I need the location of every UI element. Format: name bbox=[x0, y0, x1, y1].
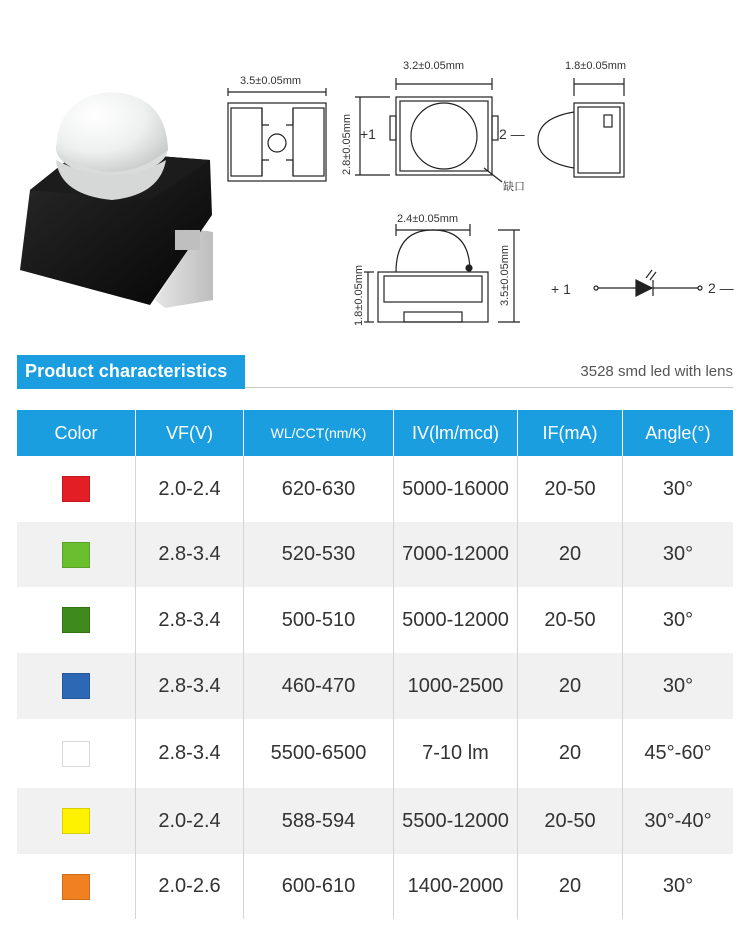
if-cell: 20 bbox=[518, 522, 623, 587]
angle-cell: 45°-60° bbox=[644, 742, 712, 764]
if-cell: 20-50 bbox=[518, 456, 623, 522]
front-view-drawing bbox=[364, 224, 520, 322]
color-swatch bbox=[62, 808, 90, 834]
angle-cell: 30° bbox=[662, 543, 694, 565]
color-swatch bbox=[62, 874, 90, 900]
vf-cell: 2.8-3.4 bbox=[136, 522, 244, 587]
column-header-iv: IV(lm/mcd) bbox=[394, 410, 518, 456]
vf-cell: 2.8-3.4 bbox=[136, 653, 244, 719]
color-cell bbox=[17, 587, 136, 653]
wl-cell: 500-510 bbox=[244, 587, 394, 653]
column-header-angle: Angle(°) bbox=[645, 422, 711, 443]
iv-cell: 1000-2500 bbox=[394, 653, 518, 719]
characteristics-table bbox=[17, 410, 733, 919]
table-row bbox=[17, 788, 733, 854]
iv-cell: 1400-2000 bbox=[394, 854, 518, 919]
angle-cell: 30°-40° bbox=[644, 809, 712, 832]
vf-cell: 2.0-2.4 bbox=[136, 788, 244, 854]
color-cell bbox=[17, 522, 136, 587]
if-cell: 20-50 bbox=[518, 788, 623, 854]
section-title: Product characteristics bbox=[25, 361, 228, 381]
angle-cell: 30° bbox=[662, 875, 694, 897]
iv-cell: 5000-16000 bbox=[394, 456, 518, 522]
angle-cell: 30° bbox=[662, 477, 694, 500]
color-cell bbox=[17, 854, 136, 919]
color-cell bbox=[17, 719, 136, 788]
vf-cell: 2.8-3.4 bbox=[136, 587, 244, 653]
dim-lens-label: 2.4±0.05mm bbox=[397, 213, 459, 225]
angle-cell: 30° bbox=[662, 674, 694, 697]
color-swatch bbox=[62, 476, 90, 502]
table-row bbox=[17, 854, 733, 919]
symbol-minus-label: 2 — bbox=[708, 280, 734, 296]
color-swatch bbox=[62, 673, 90, 699]
section-subtitle: 3528 smd led with lens bbox=[580, 363, 733, 380]
if-cell: 20-50 bbox=[518, 587, 623, 653]
column-header-vf: VF(V) bbox=[136, 410, 244, 456]
column-header-wl: WL/CCT(nm/K) bbox=[244, 410, 394, 456]
wl-cell: 460-470 bbox=[244, 653, 394, 719]
section-header bbox=[17, 355, 733, 389]
top-view-drawing bbox=[355, 78, 502, 182]
wl-cell: 5500-6500 bbox=[244, 719, 394, 788]
table-row bbox=[17, 653, 733, 719]
notch-label: 缺口 bbox=[503, 181, 525, 193]
dim-height-label: 2.8±0.05mm bbox=[341, 113, 353, 175]
table-header bbox=[17, 410, 733, 456]
dim-length-label: 3.5±0.05mm bbox=[240, 75, 302, 87]
color-swatch bbox=[62, 542, 90, 568]
wl-cell: 620-630 bbox=[244, 456, 394, 522]
color-swatch bbox=[62, 741, 90, 767]
table-row bbox=[17, 587, 733, 653]
iv-cell: 7000-12000 bbox=[394, 522, 518, 587]
side-view-drawing bbox=[538, 78, 624, 177]
color-cell bbox=[17, 653, 136, 719]
table-row bbox=[17, 522, 733, 587]
dim-width-top-label: 3.2±0.05mm bbox=[403, 60, 465, 72]
pin-plus-label: +1 bbox=[360, 126, 376, 142]
bottom-view-drawing bbox=[228, 88, 326, 181]
color-cell bbox=[17, 456, 136, 522]
diode-symbol bbox=[594, 270, 702, 296]
if-cell: 20 bbox=[518, 653, 623, 719]
header-divider bbox=[245, 387, 733, 388]
wl-cell: 520-530 bbox=[244, 522, 394, 587]
table-row bbox=[17, 719, 733, 788]
dim-total-height-label: 3.5±0.05mm bbox=[499, 244, 511, 306]
wl-cell: 600-610 bbox=[244, 854, 394, 919]
product-drawings bbox=[0, 0, 750, 345]
drawings-svg bbox=[0, 0, 750, 345]
iv-cell: 5500-12000 bbox=[394, 788, 518, 854]
dim-side-label: 1.8±0.05mm bbox=[565, 60, 627, 72]
vf-cell: 2.8-3.4 bbox=[136, 719, 244, 788]
iv-cell: 5000-12000 bbox=[394, 587, 518, 653]
table-row bbox=[17, 456, 733, 522]
if-cell: 20 bbox=[518, 719, 623, 788]
pin-minus-label: 2 — bbox=[499, 126, 525, 142]
vf-cell: 2.0-2.4 bbox=[136, 456, 244, 522]
symbol-plus-label: + 1 bbox=[551, 281, 571, 297]
iv-cell: 7-10 lm bbox=[394, 719, 518, 788]
led-photo bbox=[20, 92, 213, 308]
color-cell bbox=[17, 788, 136, 854]
dim-body-height-label: 1.8±0.05mm bbox=[353, 264, 365, 326]
vf-cell: 2.0-2.6 bbox=[136, 854, 244, 919]
column-header-color: Color bbox=[17, 410, 136, 456]
angle-cell: 30° bbox=[662, 608, 694, 631]
column-header-if: IF(mA) bbox=[518, 410, 623, 456]
wl-cell: 588-594 bbox=[244, 788, 394, 854]
color-swatch bbox=[62, 607, 90, 633]
if-cell: 20 bbox=[518, 854, 623, 919]
